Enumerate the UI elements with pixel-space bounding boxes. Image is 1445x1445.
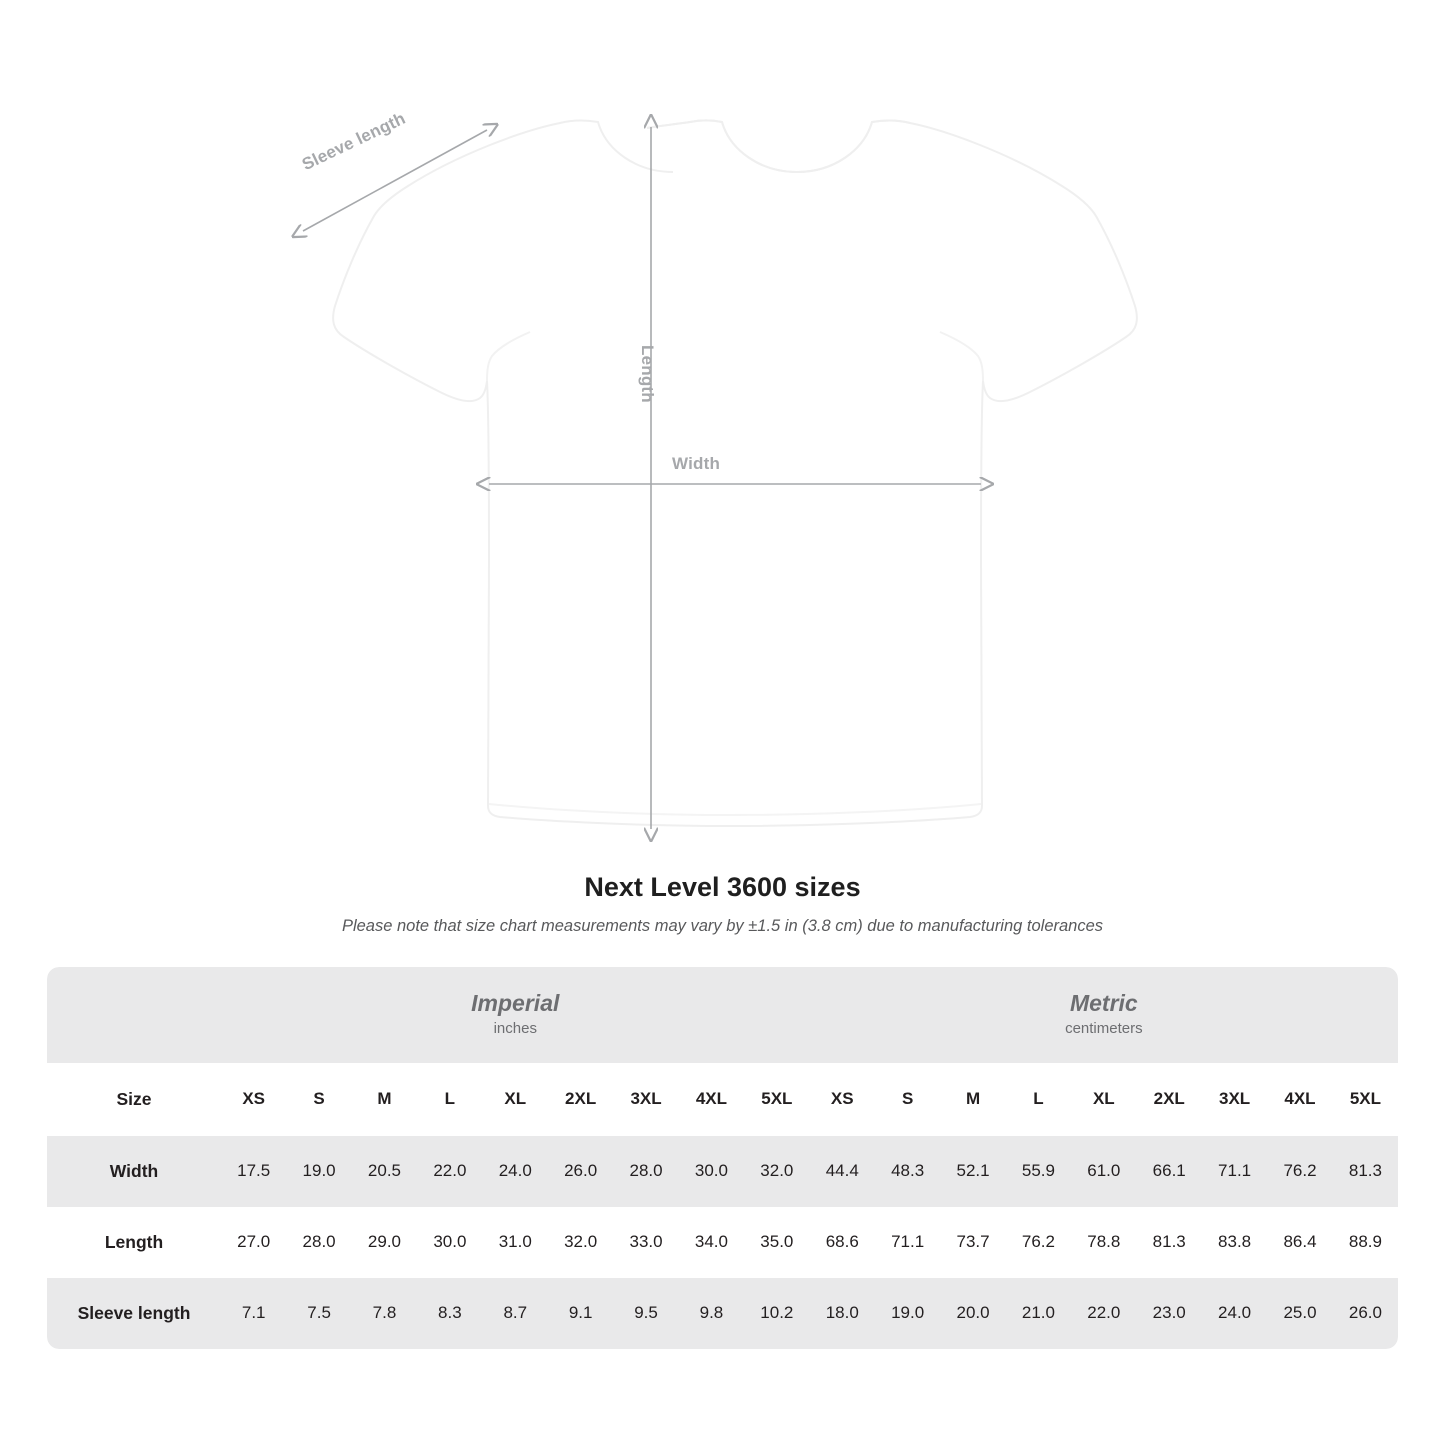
header-size-cell: M <box>940 1063 1005 1136</box>
width-label: Width <box>672 454 721 473</box>
length-label: Length <box>638 345 657 403</box>
row-label-length: Length <box>47 1207 221 1278</box>
table-row <box>47 1207 1398 1278</box>
cell-length-2xl-cm: 81.3 <box>1137 1207 1202 1278</box>
cell-width-s: 19.0 <box>286 1136 351 1207</box>
header-size: Size <box>47 1063 221 1136</box>
header-size-cell: 4XL <box>1267 1063 1332 1136</box>
cell-sleeve-3xl: 9.5 <box>613 1278 678 1349</box>
header-size-cell: 2XL <box>1137 1063 1202 1136</box>
size-table-wrapper <box>47 967 1398 1349</box>
cell-length-l-cm: 76.2 <box>1006 1207 1071 1278</box>
header-size-cell: L <box>1006 1063 1071 1136</box>
unit-header-row <box>47 967 1398 1063</box>
cell-sleeve-m: 7.8 <box>352 1278 417 1349</box>
cell-width-l-cm: 55.9 <box>1006 1136 1071 1207</box>
cell-width-3xl-cm: 71.1 <box>1202 1136 1267 1207</box>
cell-width-2xl-cm: 66.1 <box>1137 1136 1202 1207</box>
cell-length-5xl-cm: 88.9 <box>1333 1207 1398 1278</box>
cell-length-3xl: 33.0 <box>613 1207 678 1278</box>
header-size-cell: 2XL <box>548 1063 613 1136</box>
header-size-cell: XL <box>1071 1063 1136 1136</box>
unit-imperial-name: Imperial <box>471 990 560 1016</box>
tolerance-note: Please note that size chart measurements may vary by ±1.5 in (3.8 cm) due to manufacturing tolerances <box>341 917 1104 935</box>
header-size-cell: XS <box>810 1063 875 1136</box>
cell-sleeve-4xl: 9.8 <box>679 1278 744 1349</box>
cell-width-xl-cm: 61.0 <box>1071 1136 1136 1207</box>
cell-sleeve-m-cm: 20.0 <box>940 1278 1005 1349</box>
title-block <box>0 872 1445 936</box>
header-size-cell: 4XL <box>679 1063 744 1136</box>
cell-width-m-cm: 52.1 <box>940 1136 1005 1207</box>
shirt-shape <box>333 121 1137 827</box>
unit-metric-name: Metric <box>1069 990 1138 1016</box>
unit-metric-sub: centimeters <box>1065 1019 1143 1037</box>
cell-width-3xl: 28.0 <box>613 1136 678 1207</box>
header-size-cell: 5XL <box>744 1063 809 1136</box>
cell-length-4xl-cm: 86.4 <box>1267 1207 1332 1278</box>
cell-width-5xl: 32.0 <box>744 1136 809 1207</box>
cell-length-3xl-cm: 83.8 <box>1202 1207 1267 1278</box>
cell-sleeve-5xl: 10.2 <box>744 1278 809 1349</box>
cell-width-2xl: 26.0 <box>548 1136 613 1207</box>
cell-length-2xl: 32.0 <box>548 1207 613 1278</box>
cell-length-m: 29.0 <box>352 1207 417 1278</box>
cell-width-xs-cm: 44.4 <box>810 1136 875 1207</box>
cell-length-xs-cm: 68.6 <box>810 1207 875 1278</box>
cell-sleeve-3xl-cm: 24.0 <box>1202 1278 1267 1349</box>
sleeve-length-label: Sleeve length <box>299 108 409 175</box>
header-size-cell: S <box>875 1063 940 1136</box>
cell-length-xs: 27.0 <box>221 1207 286 1278</box>
cell-sleeve-s: 7.5 <box>286 1278 351 1349</box>
cell-sleeve-xl-cm: 22.0 <box>1071 1278 1136 1349</box>
cell-width-4xl-cm: 76.2 <box>1267 1136 1332 1207</box>
row-label-sleeve-length: Sleeve length <box>47 1278 221 1349</box>
cell-sleeve-xl: 8.7 <box>483 1278 548 1349</box>
unit-corner-cell <box>47 967 221 1063</box>
unit-imperial <box>221 967 810 1063</box>
header-size-cell: 3XL <box>613 1063 678 1136</box>
cell-sleeve-2xl-cm: 23.0 <box>1137 1278 1202 1349</box>
cell-sleeve-xs: 7.1 <box>221 1278 286 1349</box>
cell-width-l: 22.0 <box>417 1136 482 1207</box>
size-header-row <box>47 1063 1398 1136</box>
cell-sleeve-2xl: 9.1 <box>548 1278 613 1349</box>
header-size-cell: L <box>417 1063 482 1136</box>
cell-length-xl: 31.0 <box>483 1207 548 1278</box>
cell-length-s: 28.0 <box>286 1207 351 1278</box>
cell-sleeve-s-cm: 19.0 <box>875 1278 940 1349</box>
cell-width-m: 20.5 <box>352 1136 417 1207</box>
header-size-cell: S <box>286 1063 351 1136</box>
cell-length-4xl: 34.0 <box>679 1207 744 1278</box>
header-size-cell: 5XL <box>1333 1063 1398 1136</box>
cell-width-5xl-cm: 81.3 <box>1333 1136 1398 1207</box>
cell-sleeve-xs-cm: 18.0 <box>810 1278 875 1349</box>
cell-sleeve-4xl-cm: 25.0 <box>1267 1278 1332 1349</box>
cell-width-xl: 24.0 <box>483 1136 548 1207</box>
unit-metric <box>810 967 1399 1063</box>
row-label-width: Width <box>47 1136 221 1207</box>
cell-length-xl-cm: 78.8 <box>1071 1207 1136 1278</box>
cell-sleeve-l-cm: 21.0 <box>1006 1278 1071 1349</box>
cell-width-s-cm: 48.3 <box>875 1136 940 1207</box>
size-table <box>47 967 1398 1349</box>
cell-width-4xl: 30.0 <box>679 1136 744 1207</box>
cell-sleeve-l: 8.3 <box>417 1278 482 1349</box>
header-size-cell: M <box>352 1063 417 1136</box>
page-title: Next Level 3600 sizes <box>584 872 861 902</box>
cell-width-xs: 17.5 <box>221 1136 286 1207</box>
header-size-cell: XS <box>221 1063 286 1136</box>
cell-length-l: 30.0 <box>417 1207 482 1278</box>
unit-imperial-sub: inches <box>493 1019 537 1037</box>
table-row <box>47 1136 1398 1207</box>
cell-length-m-cm: 73.7 <box>940 1207 1005 1278</box>
cell-length-5xl: 35.0 <box>744 1207 809 1278</box>
table-row <box>47 1278 1398 1349</box>
header-size-cell: XL <box>483 1063 548 1136</box>
header-size-cell: 3XL <box>1202 1063 1267 1136</box>
cell-sleeve-5xl-cm: 26.0 <box>1333 1278 1398 1349</box>
cell-length-s-cm: 71.1 <box>875 1207 940 1278</box>
